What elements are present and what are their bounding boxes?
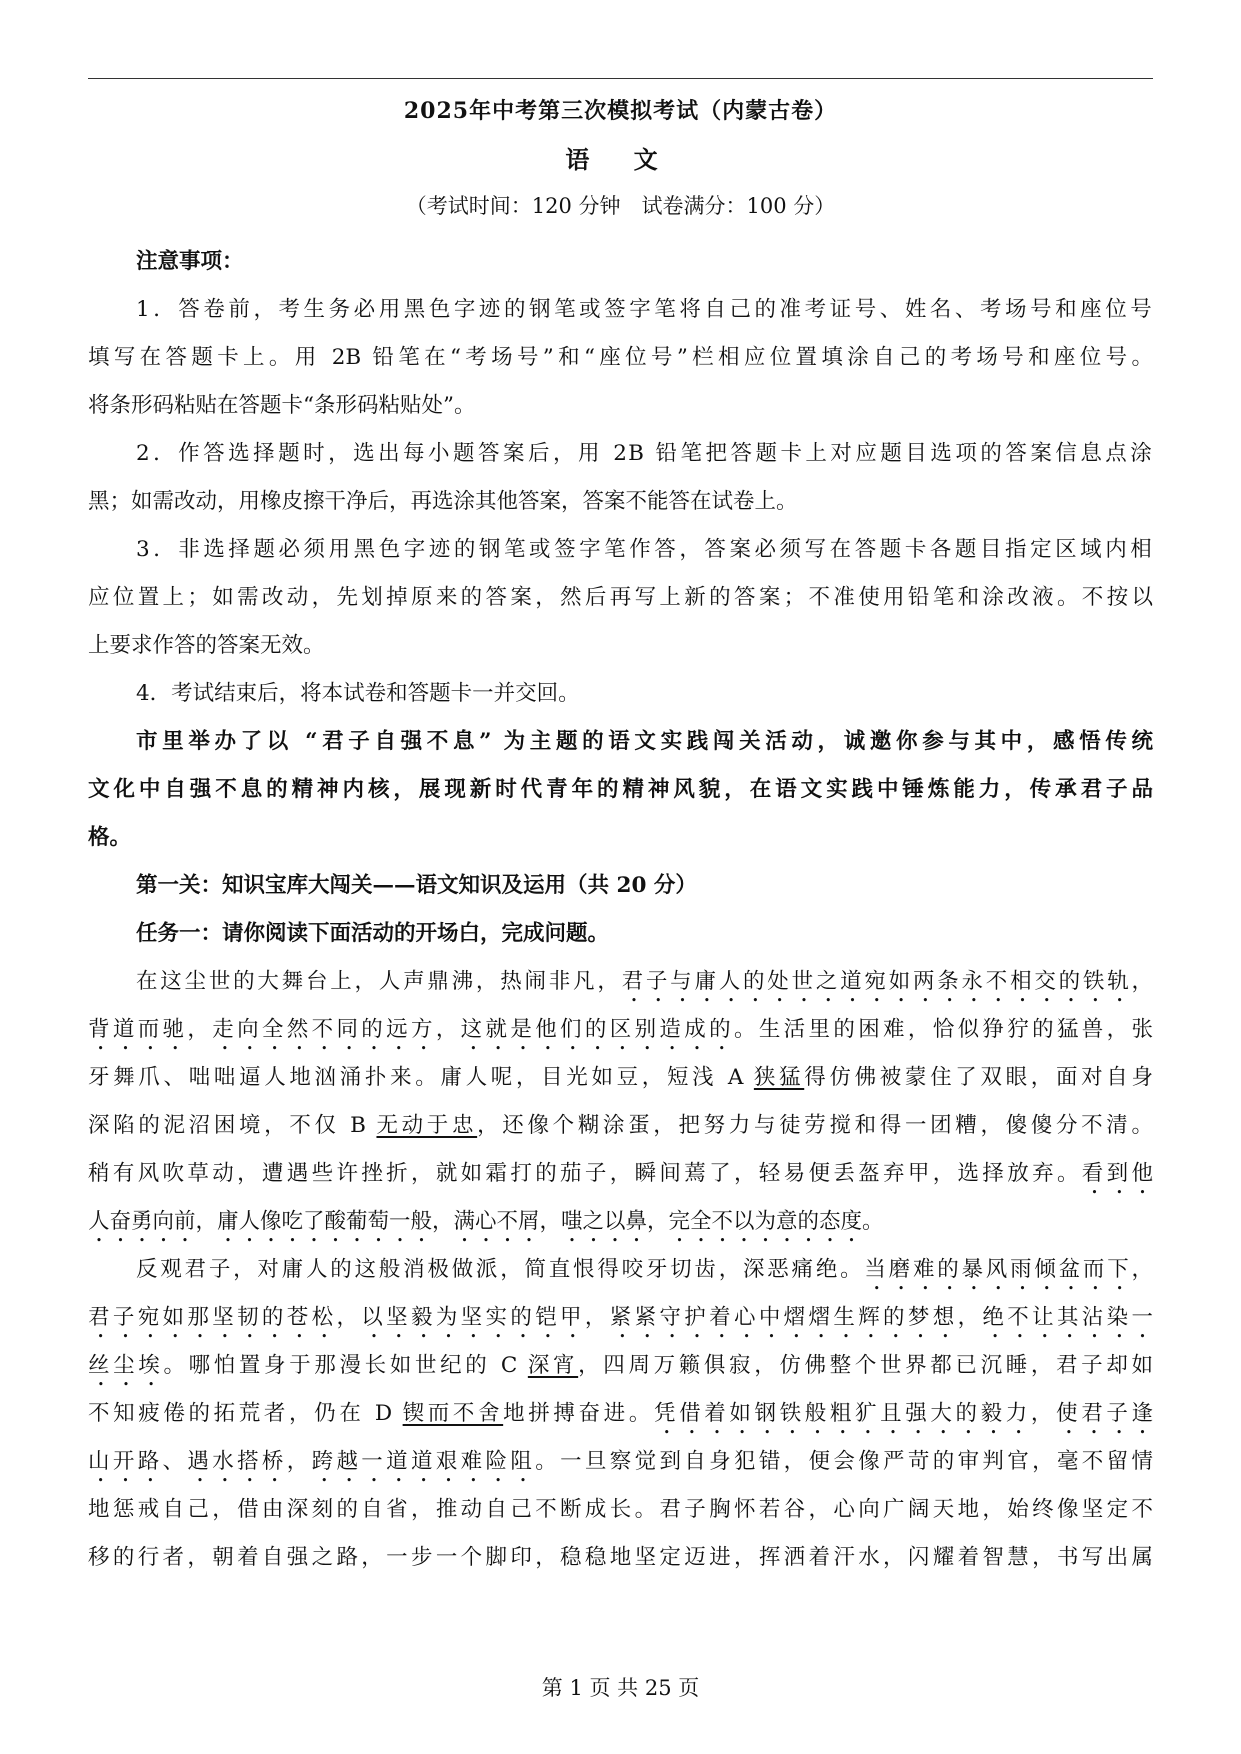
dotted-sentence: 山开路、遇水搭桥，跨越一道道艰难险阻。 [88, 1449, 561, 1474]
passage-p2-line-5 [88, 1438, 1153, 1486]
note-1-line-3: 将条形码粘贴在答题卡“条形码粘贴处”。 [88, 393, 476, 418]
underlined-word-d: 锲而不舍 [402, 1401, 504, 1426]
passage-p1-line-2 [88, 1006, 1153, 1054]
note-4: 4．考试结束后，将本试卷和答题卡一并交回。 [136, 681, 580, 706]
underlined-word-c: 深宵 [527, 1353, 579, 1378]
passage-text: 稍有风吹草动，遭遇些许挫折，就如霜打的茄子，瞬间蔫了，轻易便丢盔弃甲，选择放弃。 [88, 1161, 1082, 1186]
passage-p1-line-6 [88, 1198, 1153, 1246]
passage-p1-line-4 [88, 1102, 1153, 1150]
passage-text: 生活里的困难，恰似狰狞的猛兽，张 [758, 1017, 1153, 1042]
dotted-sentence: 凭借着如钢铁般粗犷且强大的毅力，使君子逢 [653, 1401, 1153, 1426]
intro-line-2: 文化中自强不息的精神内核，展现新时代青年的精神风貌，在语文实践中锤炼能力，传承君子品 [88, 777, 1153, 802]
note-2-line-2: 黑；如需改动，用橡皮擦干净后，再选涂其他答案，答案不能答在试卷上。 [88, 489, 798, 514]
note-1-line-2: 填写在答题卡上。用 2B 铅笔在“考场号”和“座位号”栏相应位置填涂自己的考场号和座位号。 [88, 345, 1153, 370]
passage-text: 反观君子，对庸人的这般消极做派，简直恨得咬牙切齿，深恶痛绝。 [136, 1257, 865, 1282]
note-3-line-3: 上要求作答的答案无效。 [88, 633, 325, 658]
passage-p1-line-1 [88, 958, 1153, 1006]
passage-text: 得仿佛被蒙住了双眼，面对自身 [804, 1065, 1153, 1090]
passage-p1-line-3 [88, 1054, 1153, 1102]
exam-time-info: （考试时间：120 分钟 试卷满分：100 分） [405, 194, 836, 218]
underlined-word-b: 无动于忠 [376, 1113, 478, 1138]
passage-text: 地拼搏奋进。 [503, 1401, 654, 1426]
dotted-sentence: 丝尘埃。 [88, 1353, 189, 1378]
passage-p2-line-4 [88, 1390, 1153, 1438]
note-2-line-1: 2．作答选择题时，选出每小题答案后，用 2B 铅笔把答题卡上对应题目选项的答案信息点涂 [136, 441, 1153, 466]
notes-heading: 注意事项： [136, 249, 244, 274]
dotted-sentence: 君子宛如那坚韧的苍松，以坚毅为坚实的铠甲，紧紧守护着心中熠熠生辉的梦想，绝不让其沾染一 [88, 1305, 1153, 1330]
passage-text: ，四周万籁俱寂，仿佛整个世界都已沉睡，君子却如 [578, 1353, 1153, 1378]
passage-text: 哪怕置身于那漫长如世纪的 C [188, 1353, 528, 1378]
passage-p2-line-7: 移的行者，朝着自强之路，一步一个脚印，稳稳地坚定迈进，挥洒着汗水，闪耀着智慧，书写出属 [88, 1545, 1153, 1570]
dotted-sentence: 当磨难的暴风雨倾盆而下， [864, 1257, 1153, 1282]
passage-text: 在这尘世的大舞台上，人声鼎沸，热闹非凡， [136, 969, 622, 994]
page-number: 第 1 页 共 25 页 [541, 1676, 700, 1700]
note-3-line-2: 应位置上；如需改动，先划掉原来的答案，然后再写上新的答案；不准使用铅笔和涂改液。不按以 [88, 585, 1153, 610]
passage-p2-line-2 [88, 1294, 1153, 1342]
page-content [88, 238, 1153, 1582]
dotted-sentence: 君子与庸人的处世之道宛如两条永不相交的铁轨， [621, 969, 1153, 994]
subject-title: 语 文 [565, 145, 676, 174]
passage-p2-line-3 [88, 1342, 1153, 1390]
underlined-word-a: 狭猛 [753, 1065, 805, 1090]
passage-p2-line-1 [88, 1246, 1153, 1294]
dotted-sentence: 看到他 [1081, 1161, 1153, 1186]
passage-text: 不知疲倦的拓荒者，仍在 D [88, 1401, 403, 1426]
note-3-line-1: 3．非选择题必须用黑色字迹的钢笔或签字笔作答，答案必须写在答题卡各题目指定区域内相 [136, 537, 1153, 562]
section-1-heading: 第一关：知识宝库大闯关——语文知识及运用（共 20 分） [136, 873, 697, 898]
passage-text: 牙舞爪、咄咄逼人地汹涌扑来。庸人呢，目光如豆，短浅 A [88, 1065, 754, 1090]
passage-text: 一旦察觉到自身犯错，便会像严苛的审判官，毫不留情 [560, 1449, 1153, 1474]
dotted-sentence: 背道而驰，走向全然不同的远方，这就是他们的区别造成的。 [88, 1017, 759, 1042]
note-1-line-1: 1．答卷前，考生务必用黑色字迹的钢笔或签字笔将自己的准考证号、姓名、考场号和座位号 [136, 297, 1153, 322]
intro-line-3: 格。 [88, 825, 132, 850]
passage-text: ，还像个糊涂蛋，把努力与徒劳搅和得一团糟，傻傻分不清。 [477, 1113, 1153, 1138]
task-1-heading: 任务一：请你阅读下面活动的开场白，完成问题。 [136, 921, 610, 946]
exam-title: 2025年中考第三次模拟考试（内蒙古卷） [403, 98, 838, 124]
top-rule [88, 78, 1153, 79]
intro-line-1: 市里举办了以 “君子自强不息” 为主题的语文实践闯关活动，诚邀你参与其中，感悟传统 [136, 729, 1153, 754]
passage-p1-line-5 [88, 1150, 1153, 1198]
passage-p2-line-6: 地惩戒自己，借由深刻的自省，推动自己不断成长。君子胸怀若谷，心向广阔天地，始终像坚定不 [88, 1497, 1153, 1522]
passage-text: 深陷的泥沼困境，不仅 B [88, 1113, 377, 1138]
dotted-sentence: 人奋勇向前，庸人像吃了酸葡萄一般，满心不屑，嗤之以鼻，完全不以为意的态度。 [88, 1209, 884, 1234]
